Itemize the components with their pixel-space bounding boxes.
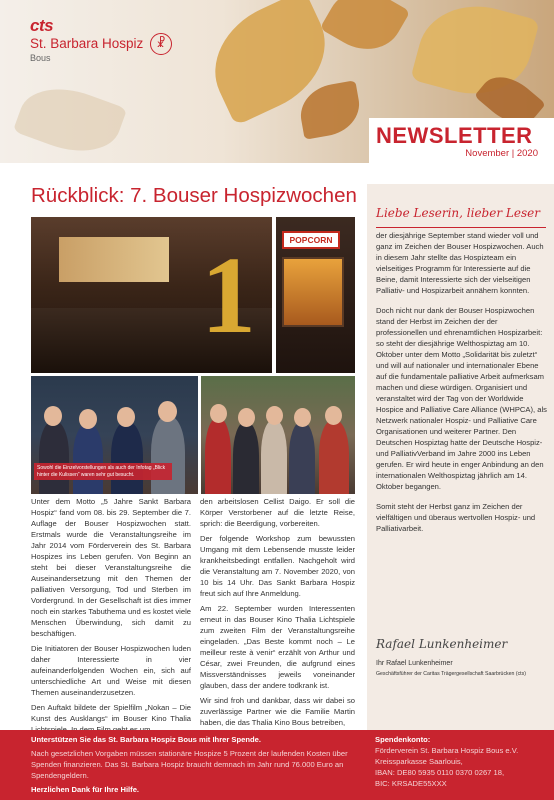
bank-line: Förderverein St. Barbara Hospiz Bous e.V. — [375, 746, 519, 755]
article-paragraph: Am 22. September wurden Interessenten erneut in das Bouser Kino Thalia Lichtspiele zum zweiten Film der Veranstaltungsreihe eingeladen. „Das Beste kommt noch – Le meilleur reste à venir“ erzählt von Arthur und César, zwei Freunden, die aufgrund eines Missverständnisses jeweils voneinander glauben, dass der andere todkrank ist. — [200, 604, 355, 690]
autumn-leaf-image — [13, 75, 127, 163]
editorial-paragraph: Doch nicht nur dank der Bouser Hospizwochen stand der Herbst im Zeichen der der professionellen und ehrenamtlichen Hospizarbeit: so steht der diesjährige Welthospiztag am 10. Oktober unter dem Motto „Solidarität bis zuletzt“ und will auf nationaler und internationaler Ebene auf die fundamentale palliative Arbeit aufmerksam machen und diese würdigen. Organisiert und veranstaltet wird der Tag von der Worldwide Hospice and Palliative Care Alliance (WHPCA), als Netzwerk nationaler Hospiz- und Palliative Care Organisationen und weiterer Partner. Den Deutschen Hospiztag hatte der Deutsche Hospiz- und PalliativVerband im Jahre 2000 ins Leben gerufen. Er wird heute in enger Anbindung an den internationalen Welthospiztag jährlich am 14. Oktober begangen. — [376, 306, 547, 491]
org-name: St. Barbara Hospiz — [30, 36, 144, 51]
newsletter-date: November | 2020 — [465, 148, 538, 159]
org-location: Bous — [30, 53, 51, 63]
person — [73, 424, 103, 494]
person — [39, 421, 69, 494]
logo — [30, 16, 200, 63]
editorial-paragraph: der diesjährige September stand wieder voll und ganz im Zeichen der Bouser Hospizwochen. Auch in diesem Jahr stellte das Hospizteam ein vielseitiges Programm für Interessierte auf die Beine, damit Interessierte sich der vielseitigen Palliativ- und Hospizarbeit annähern konnten. — [376, 231, 544, 295]
popcorn-photo — [276, 217, 355, 373]
donation-text: Nach gesetzlichen Vorgaben müssen stationäre Hospize 5 Prozent der laufenden Kosten über Spenden finanzieren. Das St. Barbara Hospiz braucht demnach im Jahr rund 76.000 Euro an Spendengeldern. — [31, 749, 348, 780]
person-head — [294, 408, 311, 427]
newsletter-label — [369, 118, 554, 163]
person-head — [117, 407, 135, 427]
popcorn-sign: POPCORN — [282, 231, 340, 249]
cinema-hall-photo — [31, 217, 272, 373]
person — [261, 420, 287, 494]
person-head — [79, 409, 97, 429]
newsletter-title: NEWSLETTER — [376, 123, 533, 148]
person — [289, 422, 315, 494]
greeting: Liebe Leserin, lieber Leser — [376, 206, 540, 220]
hall-number: 1 — [201, 234, 256, 356]
article-column-right — [200, 496, 355, 732]
person — [111, 422, 143, 494]
donation-footer — [0, 730, 554, 800]
donation-appeal — [31, 734, 351, 795]
bank-line: IBAN: DE80 5935 0110 0370 0267 18, — [375, 768, 505, 777]
bank-line: BIC: KRSADE55XXX — [375, 779, 447, 788]
article-paragraph: Wir sind froh und dankbar, dass wir dabei so zuverlässige Partner wie die Familie Martin haben, die das Thalia Kino Bous betreiben, — [200, 696, 355, 727]
person-head — [210, 404, 227, 423]
editorial-text — [376, 230, 548, 543]
person-head — [238, 408, 255, 427]
group-photo-right — [201, 376, 355, 494]
signatory-role: Geschäftsführer der Caritas Trägergesellschaft Saarbrücken (cts) — [376, 671, 526, 677]
bank-account — [375, 734, 550, 789]
person — [205, 418, 231, 494]
cinema-screen — [59, 237, 169, 282]
donation-heading: Unterstützen Sie das St. Barbara Hospiz Bous mit Ihrer Spende. — [31, 735, 261, 744]
person-head — [266, 406, 283, 425]
article-paragraph: Der folgende Workshop zum bewussten Umgang mit dem Lebensende musste leider krankheitsbedingt entfallen. Nachgeholt wird die Veranstaltung am 7. November 2020, von 10 bis 14 Uhr. Das Sankt Barbara Hospiz freut sich auf Ihre Anmeldung. — [200, 534, 355, 598]
bank-heading: Spendenkonto: — [375, 735, 431, 744]
editorial-paragraph: Somit steht der Herbst ganz im Zeichen der vielfältigen und überaus wertvollen Hospiz- und Palliativarbeit. — [376, 502, 536, 533]
person — [319, 420, 349, 494]
popcorn-machine — [282, 257, 344, 327]
autumn-leaf-image — [296, 80, 364, 140]
photo-caption: Sowohl die Einzelvorstellungen als auch der Infotag „Blick hinter die Kulissen“ waren sehr gut besucht. — [34, 463, 172, 480]
donation-thanks: Herzlichen Dank für Ihre Hilfe. — [31, 785, 140, 794]
person — [233, 422, 259, 494]
divider — [376, 227, 546, 228]
article-paragraph: Den Auftakt bildete der Spielfilm „Nokan – Die Kunst des Ausklangs“ im Bouser Kino Thalia — [31, 703, 191, 723]
article-paragraph: den arbeitslosen Cellist Daigo. Er soll die Körper Verstorbener auf die letzte Reise, sprich: die Beerdigung, vorbereiten. — [200, 497, 355, 528]
brand-logo: cts — [30, 16, 54, 35]
article-paragraph: Die Initiatoren der Bouser Hospizwochen luden daher Interessierte in vier aufeinanderfolgenden Wochen ein, sich auf unterschiedliche Art und Weise mit diesen Themen auseinanderzusetzen. — [31, 644, 191, 697]
editorial-sidebar — [367, 184, 554, 730]
article-headline: Rückblick: 7. Bouser Hospizwochen — [31, 184, 357, 207]
person-head — [44, 406, 62, 426]
person — [151, 416, 185, 494]
handwritten-signature: Rafael Lunkenheimer — [376, 637, 508, 651]
article-column-left — [31, 496, 191, 739]
person-head — [325, 406, 342, 425]
hospiz-seal-icon: ☧ — [150, 33, 172, 55]
bank-line: Kreissparkasse Saarlouis, — [375, 757, 463, 766]
autumn-leaf-image — [320, 0, 411, 63]
person-head — [158, 401, 177, 422]
article-paragraph: Unter dem Motto „5 Jahre Sankt Barbara Hospiz“ fand vom 08. bis 29. September die 7. Auflage der Bouser Hospizwochen statt. Erstmals wurde die Veranstaltungsreihe im Jahr 2014 vom Förderverein des St. Barbara Hospizes ins Leben gerufen. Von Beginn an steht bei dieser Veranstaltungsreihe die Auseinandersetzung mit den Themen der palliativen Versorgung, Tod und Sterben im Vordergrund. In der Gesellschaft ist dies immer noch ein starkes Tabuthema und es kostet viele Menschen Überwindung, sich damit zu beschäftigen. — [31, 497, 191, 638]
signatory-name: Ihr Rafael Lunkenheimer — [376, 660, 453, 667]
header-banner — [0, 0, 554, 163]
